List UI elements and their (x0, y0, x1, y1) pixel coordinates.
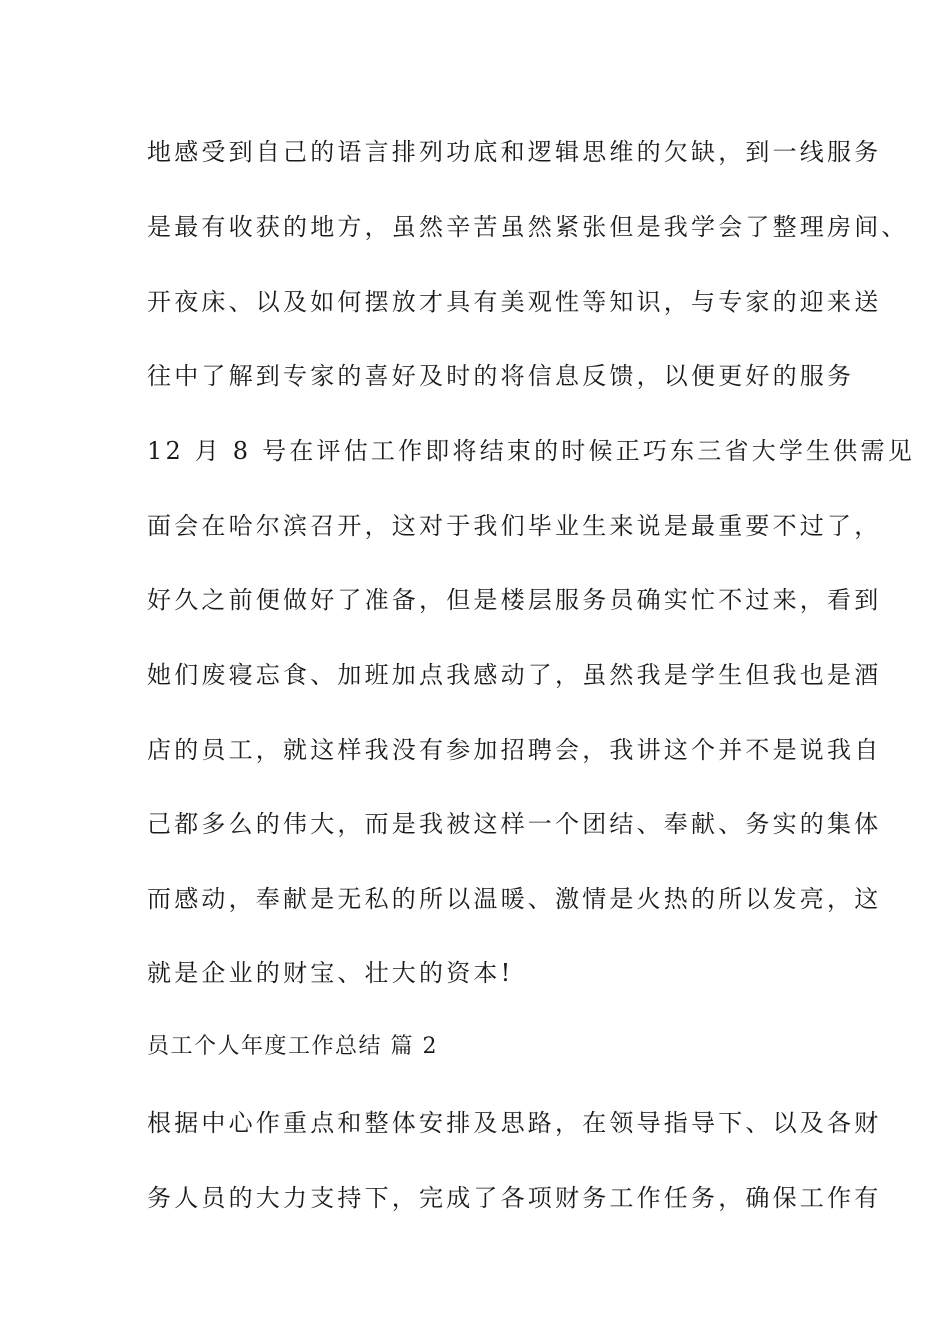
section-heading: 员工个人年度工作总结 篇 2 (147, 1034, 438, 1059)
paragraph-line: 她们废寝忘食、加班加点我感动了，虽然我是学生但我也是酒 (147, 661, 882, 689)
paragraph-line: 好久之前便做好了准备，但是楼层服务员确实忙不过来，看到 (147, 586, 882, 614)
paragraph-line: 开夜床、以及如何摆放才具有美观性等知识，与专家的迎来送 (147, 288, 882, 316)
paragraph-line: 12 月 8 号在评估工作即将结束的时候正巧东三省大学生供需见 (147, 437, 915, 465)
paragraph-line: 是最有收获的地方，虽然辛苦虽然紧张但是我学会了整理房间、 (147, 213, 909, 241)
paragraph-line: 务人员的大力支持下，完成了各项财务工作任务，确保工作有 (147, 1184, 882, 1212)
paragraph-line: 而感动，奉献是无私的所以温暖、激情是火热的所以发亮，这 (147, 885, 882, 913)
paragraph-line: 面会在哈尔滨召开，这对于我们毕业生来说是最重要不过了， (147, 512, 882, 540)
paragraph-line: 就是企业的财宝、壮大的资本! (147, 959, 514, 987)
paragraph-line: 地感受到自己的语言排列功底和逻辑思维的欠缺，到一线服务 (147, 138, 882, 166)
paragraph-line: 店的员工，就这样我没有参加招聘会，我讲这个并不是说我自 (147, 736, 882, 764)
paragraph-line: 根据中心作重点和整体安排及思路，在领导指导下、以及各财 (147, 1109, 882, 1137)
paragraph-line: 往中了解到专家的喜好及时的将信息反馈，以便更好的服务 (147, 362, 855, 390)
paragraph-line: 己都多么的伟大，而是我被这样一个团结、奉献、务实的集体 (147, 810, 882, 838)
